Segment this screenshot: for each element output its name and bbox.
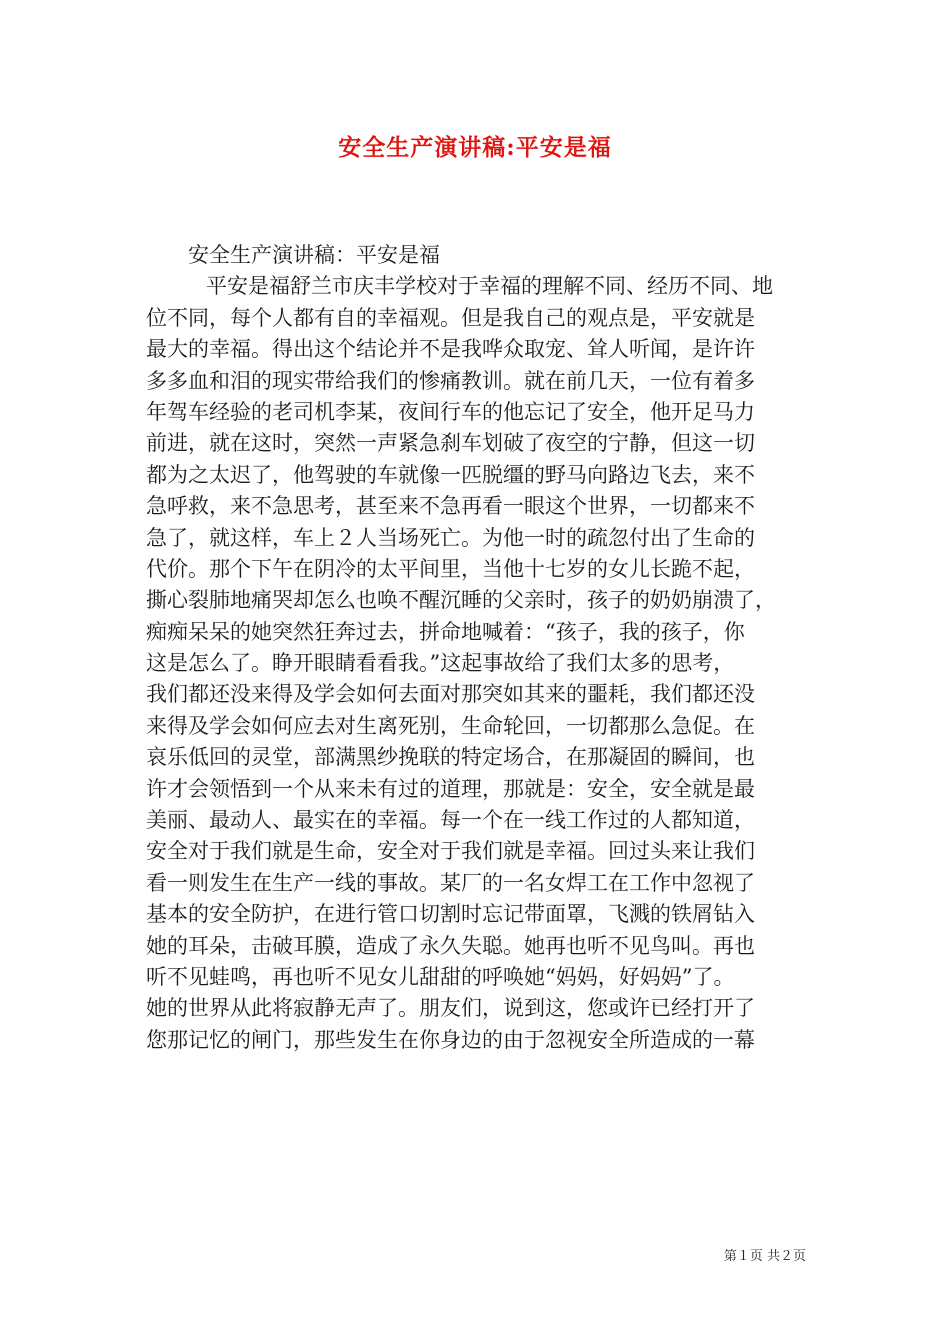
- body-line: 安全对于我们就是生命，安全对于我们就是幸福。回过头来让我们: [146, 839, 755, 864]
- body-line: 位不同，每个人都有自的幸福观。但是我自己的观点是，平安就是: [146, 305, 755, 330]
- body-line: 多多血和泪的现实带给我们的惨痛教训。就在前几天，一位有着多: [146, 368, 755, 393]
- body-line: 美丽、最动人、最实在的幸福。每一个在一线工作过的人都知道，: [146, 808, 755, 833]
- body-line: 她的世界从此将寂静无声了。朋友们，说到这，您或许已经打开了: [146, 996, 755, 1021]
- body-line: 许才会领悟到一个从来未有过的道理，那就是：安全，安全就是最: [146, 776, 755, 801]
- body-line: 前进，就在这时，突然一声紧急刹车划破了夜空的宁静，但这一切: [146, 431, 755, 456]
- body-line: 听不见蛙鸣，再也听不见女儿甜甜的呼唤她“妈妈，好妈妈”了。: [146, 964, 735, 989]
- body-line: 她的耳朵，击破耳膜，造成了永久失聪。她再也听不见鸟叫。再也: [146, 933, 755, 958]
- page-number: 第１页 共２页: [723, 1249, 806, 1264]
- body-line: 撕心裂肺地痛哭却怎么也唤不醒沉睡的父亲时，孩子的奶奶崩溃了，: [146, 588, 776, 613]
- body-line: 代价。那个下午在阴冷的太平间里，当他十七岁的女儿长跪不起，: [146, 556, 755, 581]
- body-line: 我们都还没来得及学会如何去面对那突如其来的噩耗，我们都还没: [146, 682, 755, 707]
- body-line: 这是怎么了。睁开眼睛看看我。”这起事故给了我们太多的思考，: [146, 651, 735, 676]
- body-line: 年驾车经验的老司机李某，夜间行车的他忘记了安全，他开足马力: [146, 399, 755, 424]
- body-line: 基本的安全防护，在进行管口切割时忘记带面罩，飞溅的铁屑钻入: [146, 902, 755, 927]
- body-line: 都为之太迟了，他驾驶的车就像一匹脱缰的野马向路边飞去，来不: [146, 462, 755, 487]
- body-line: 来得及学会如何应去对生离死别，生命轮回，一切都那么急促。在: [146, 713, 755, 738]
- body-line: 看一则发生在生产一线的事故。某厂的一名女焊工在工作中忽视了: [146, 870, 755, 895]
- body-line: 痴痴呆呆的她突然狂奔过去，拼命地喊着：“孩子，我的孩子，你: [146, 619, 745, 644]
- body-line: 急呼救，来不急思考，甚至来不急再看一眼这个世界，一切都来不: [146, 494, 755, 519]
- body-line: 安全生产演讲稿：平安是福: [188, 243, 440, 267]
- body-line: 急了，就这样，车上２人当场死亡。为他一时的疏忽付出了生命的: [146, 525, 755, 550]
- document-body: [146, 240, 810, 1056]
- body-line: 平安是福舒兰市庆丰学校对于幸福的理解不同、经历不同、地: [206, 274, 773, 299]
- body-line: 最大的幸福。得出这个结论并不是我哗众取宠、耸人听闻，是许许: [146, 337, 755, 362]
- body-line: 哀乐低回的灵堂，部满黑纱挽联的特定场合，在那凝固的瞬间，也: [146, 745, 755, 770]
- body-line: 您那记忆的闸门，那些发生在你身边的由于忽视安全所造成的一幕: [146, 1027, 755, 1052]
- document-title: 安全生产演讲稿:平安是福: [338, 134, 612, 161]
